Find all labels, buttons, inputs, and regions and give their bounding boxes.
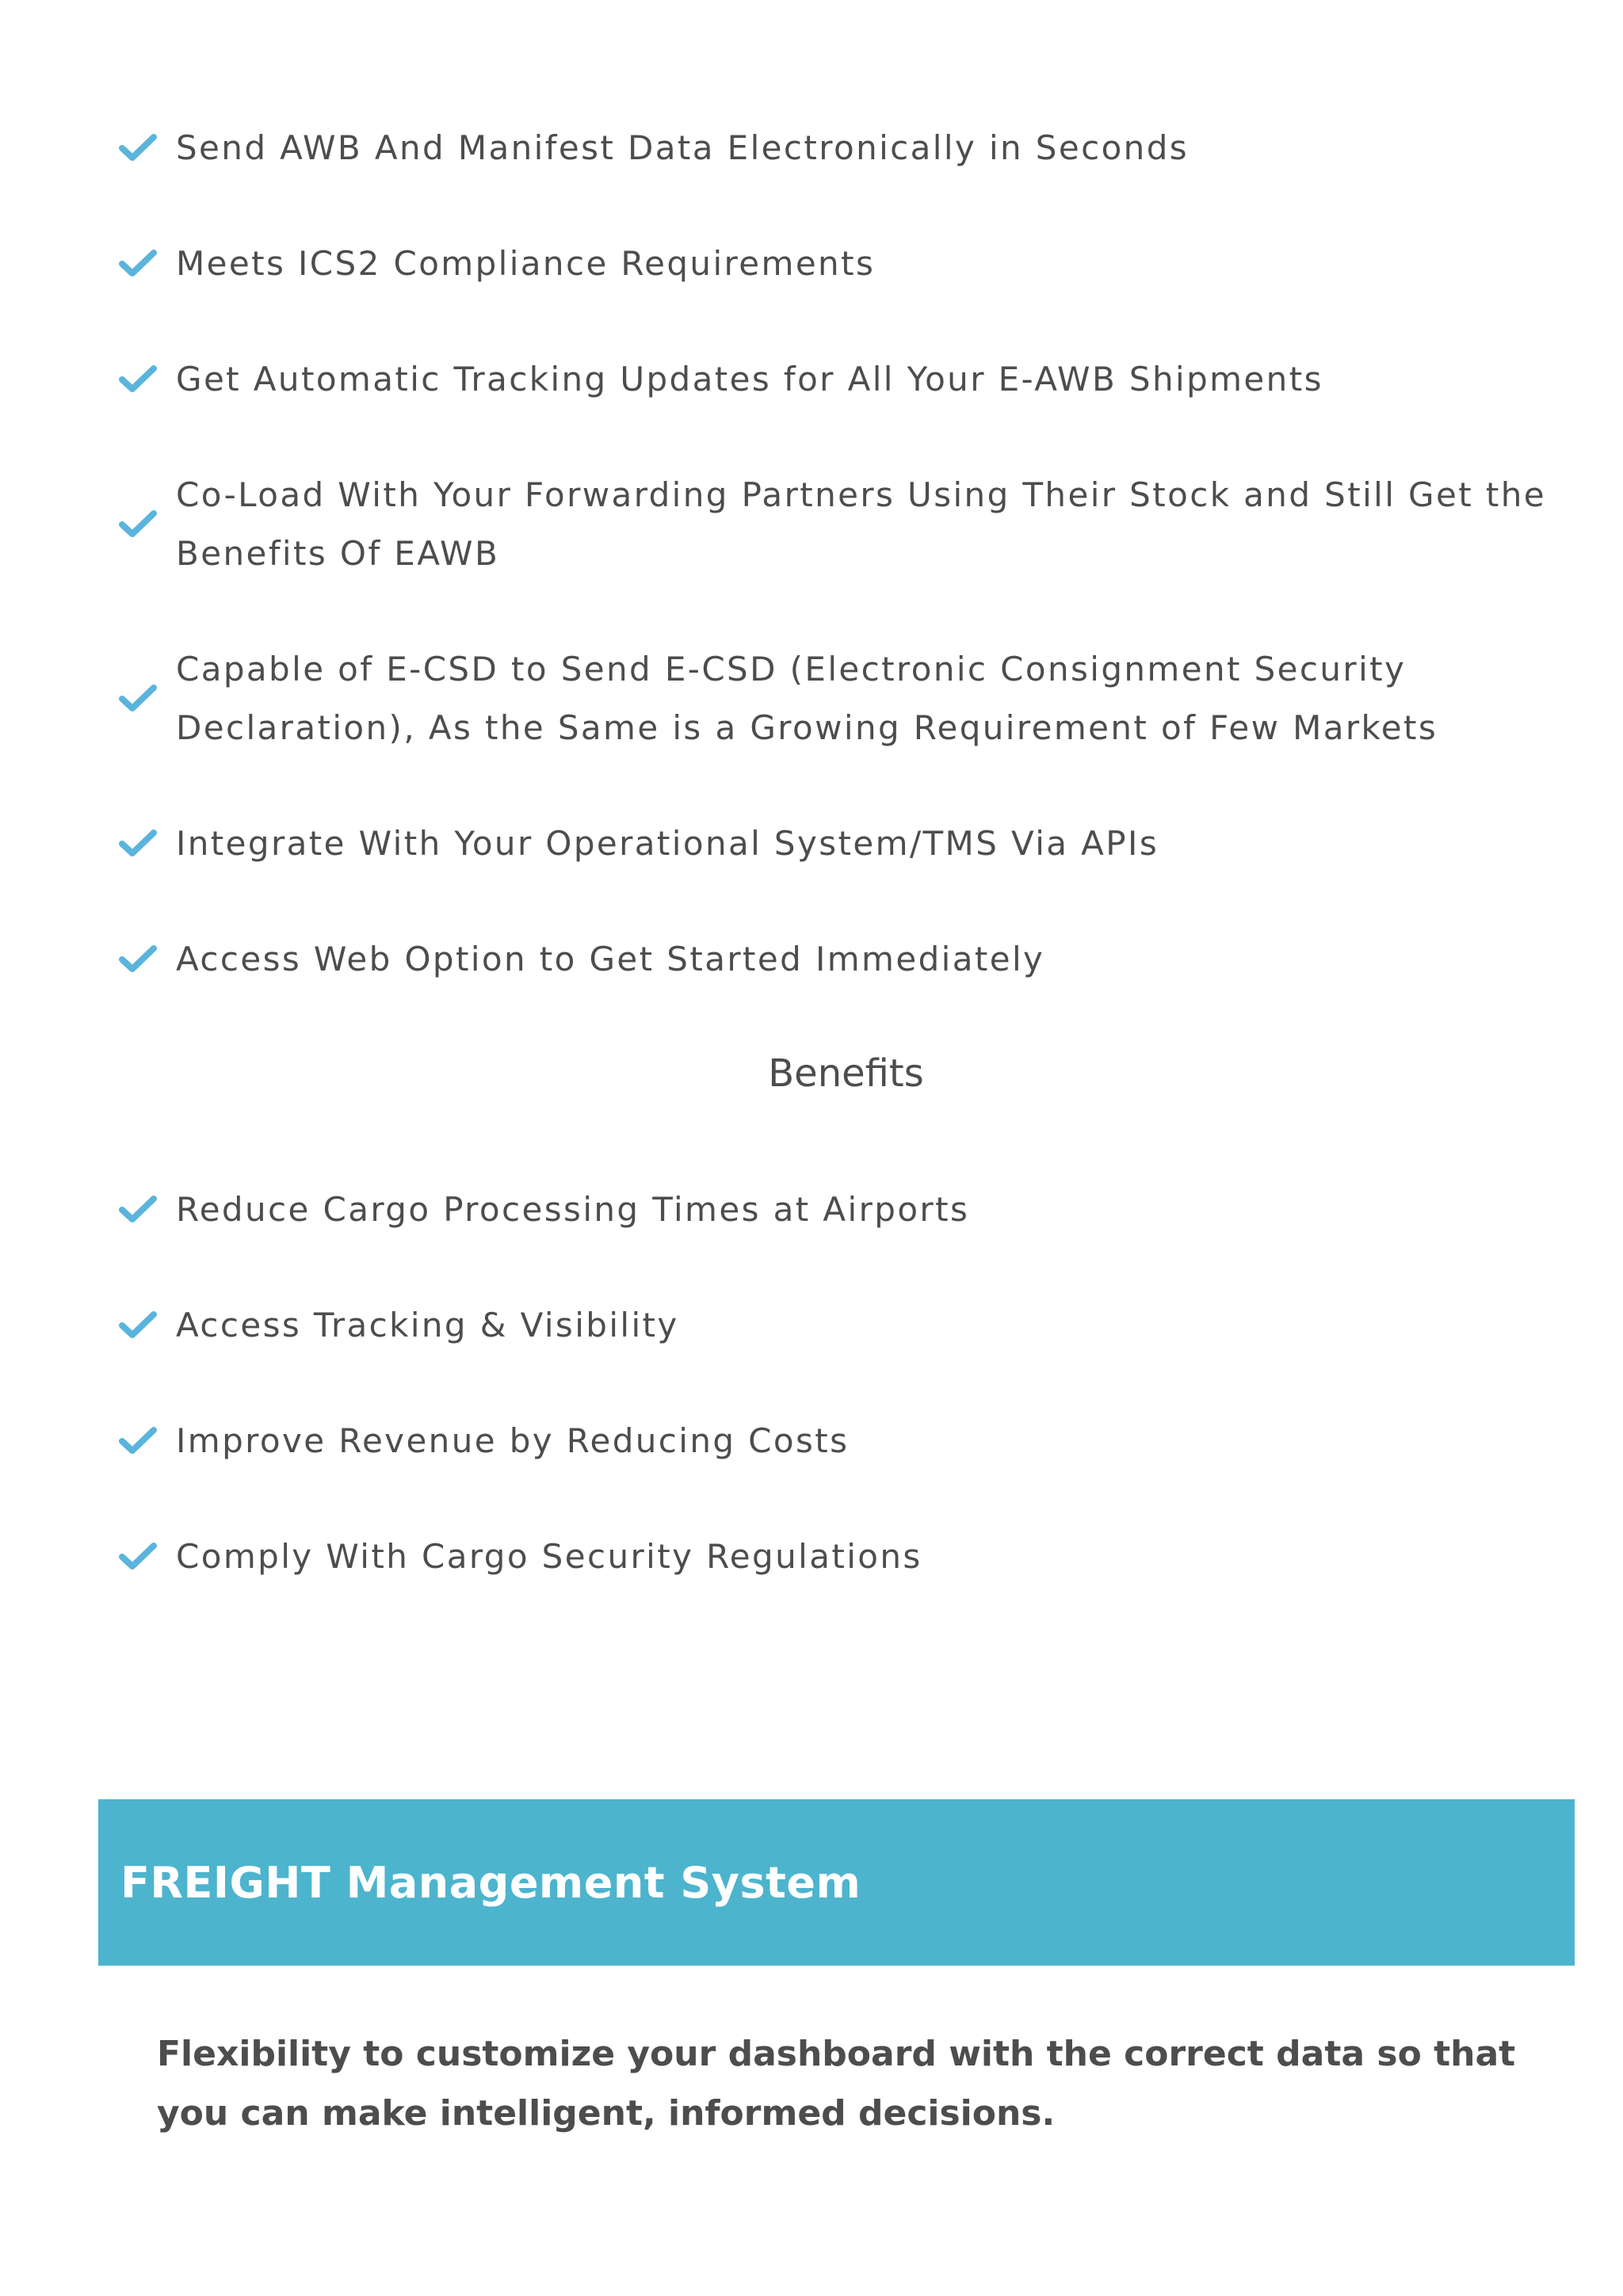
benefit-item [117, 1180, 1568, 1239]
checkmark-icon [117, 828, 158, 860]
feature-item [117, 235, 1568, 293]
fms-description: Flexibility to customize your dashboard with the correct data so that you can make intelligent, informed decisions. [157, 2034, 1516, 2134]
checkmark-icon [117, 132, 158, 164]
feature-item [117, 930, 1568, 989]
checkmark-icon [117, 364, 158, 395]
feature-item-text: Capable of E-CSD to Send E-CSD (Electronic Consignment Security Declaration), As the Same is a Growing Requirement of Few Markets [176, 650, 1438, 747]
benefit-item-text: Reduce Cargo Processing Times at Airports [176, 1190, 970, 1229]
checkmark-icon [117, 1310, 158, 1341]
fms-title: FREIGHT Management System [120, 1857, 861, 1908]
benefits-list [117, 1180, 1568, 1586]
benefits-heading: Benefits [768, 1051, 924, 1096]
benefit-item [117, 1296, 1568, 1355]
feature-item-text: Get Automatic Tracking Updates for All Your E-AWB Shipments [176, 360, 1323, 399]
feature-item [117, 814, 1568, 873]
checkmark-icon [117, 1425, 158, 1457]
checkmark-icon [117, 248, 158, 280]
benefit-item [117, 1412, 1568, 1470]
feature-item [117, 119, 1568, 177]
benefit-item-text: Improve Revenue by Reducing Costs [176, 1421, 850, 1460]
fms-banner [98, 1799, 1575, 1966]
feature-item-text: Access Web Option to Get Started Immediately [176, 940, 1045, 978]
feature-item [117, 640, 1568, 757]
feature-item [117, 466, 1568, 583]
benefit-item-text: Access Tracking & Visibility [176, 1306, 679, 1344]
feature-item-text: Meets ICS2 Compliance Requirements [176, 244, 876, 283]
feature-item-text: Integrate With Your Operational System/TMS Via APIs [176, 824, 1159, 863]
checkmark-icon [117, 683, 158, 715]
feature-item [117, 350, 1568, 409]
benefit-item-text: Comply With Cargo Security Regulations [176, 1537, 922, 1576]
feature-item-text: Send AWB And Manifest Data Electronically in Seconds [176, 128, 1190, 167]
checkmark-icon [117, 1541, 158, 1573]
features-list [117, 119, 1568, 989]
feature-item-text: Co-Load With Your Forwarding Partners Using Their Stock and Still Get the Benefits Of EAWB [176, 475, 1546, 573]
checkmark-icon [117, 1194, 158, 1226]
checkmark-icon [117, 944, 158, 975]
checkmark-icon [117, 509, 158, 540]
benefit-item [117, 1527, 1568, 1586]
